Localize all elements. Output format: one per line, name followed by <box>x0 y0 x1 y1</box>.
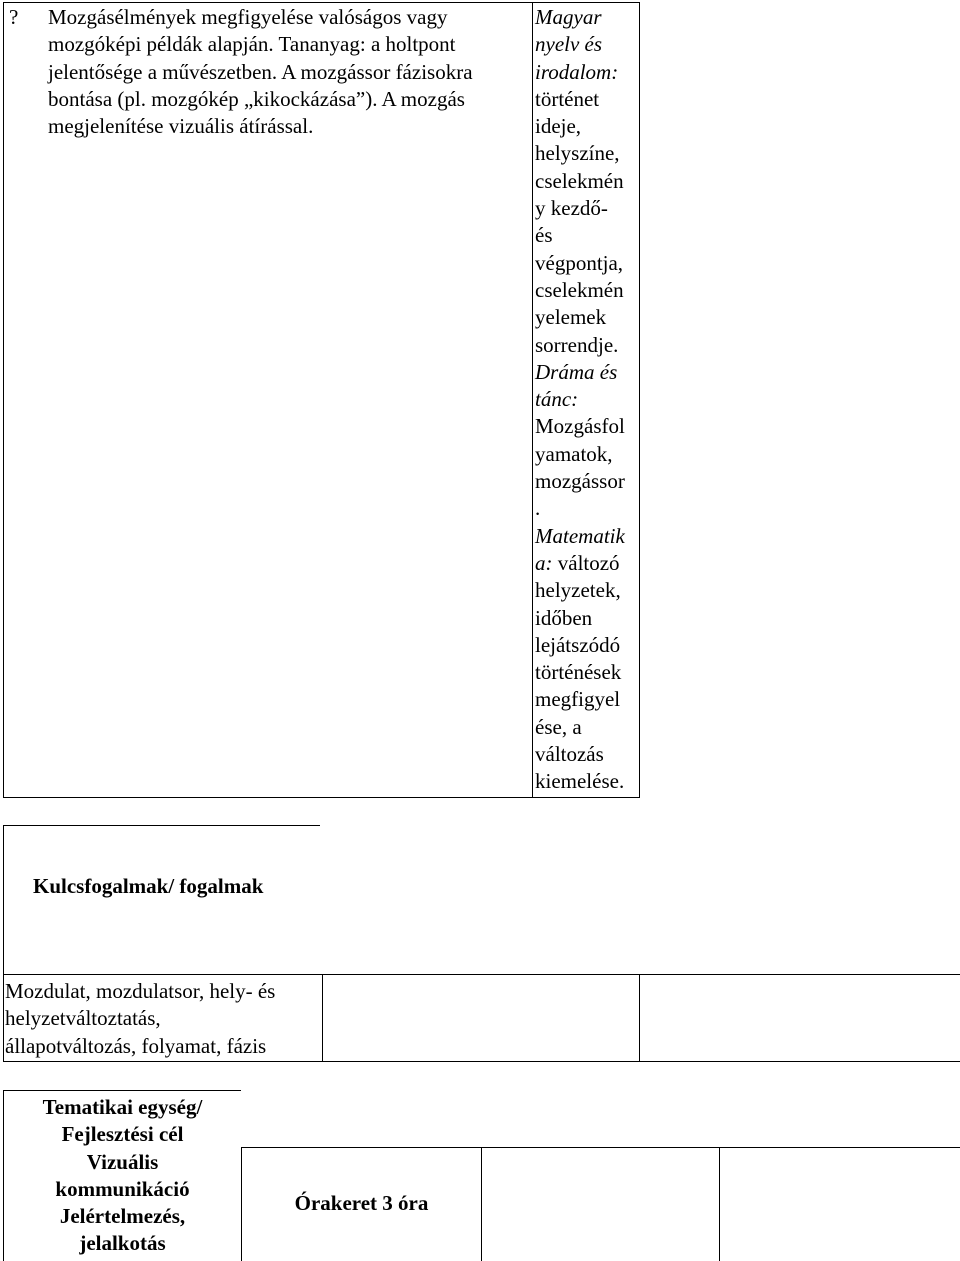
unit-title-line: Vizuális <box>86 1149 159 1174</box>
unit-title-line: Fejlesztési cél <box>61 1122 184 1147</box>
subject-label: a: <box>535 550 553 575</box>
unit-title-line: jelalkotás <box>79 1231 166 1256</box>
connection-text: cselekmén <box>535 277 624 302</box>
activity-line: mozgóképi példák alapján. Tananyag: a holtpont <box>48 32 456 57</box>
connection-text: yamatok, <box>535 441 613 466</box>
subject-label: tánc: <box>535 387 579 412</box>
connection-text: kiemelése. <box>535 769 625 794</box>
subject-label: Dráma és <box>535 359 618 384</box>
connection-text: történet <box>535 86 600 111</box>
table3-top-border <box>3 1090 241 1091</box>
table1-divider <box>532 2 533 798</box>
connection-text: mozgássor <box>535 469 625 494</box>
connection-text: változó <box>557 550 620 575</box>
unit-title-line: kommunikáció <box>55 1176 190 1201</box>
key-concepts-list <box>5 978 275 1060</box>
activity-line: jelentősége a művészetben. A mozgássor fázisokra <box>48 59 473 84</box>
unit-title-line: Tematikai egység/ <box>42 1095 203 1119</box>
connection-text: Mozgásfol <box>535 414 625 439</box>
connection-text: ése, a <box>535 714 582 739</box>
connection-text: cselekmén <box>535 168 624 193</box>
table1-right-border <box>639 2 640 798</box>
connection-text: helyzetek, <box>535 578 621 603</box>
connection-text: helyszíne, <box>535 141 620 166</box>
table2-mid-border <box>3 974 960 975</box>
connection-text: lejátszódó <box>535 632 621 657</box>
concept-line: állapotváltozás, folyamat, fázis <box>5 1033 267 1058</box>
connection-text: megfigyel <box>535 687 621 712</box>
concept-line: helyzetváltoztatás, <box>5 1006 161 1031</box>
connection-text: végpontja, <box>535 250 624 275</box>
table1-bottom-border <box>3 797 640 798</box>
table3-divider-3 <box>719 1147 720 1261</box>
subject-label-line <box>535 550 625 577</box>
subject-label: Matematik <box>535 523 625 548</box>
table2-left-border <box>3 825 4 1062</box>
table2-bottom-border <box>3 1061 960 1062</box>
key-concepts-heading: Kulcsfogalmak/ fogalmak <box>33 874 264 898</box>
connection-text: yelemek <box>535 305 607 330</box>
connection-text: változás <box>535 742 604 767</box>
connection-text: időben <box>535 605 593 630</box>
table2-divider-1 <box>322 974 323 1062</box>
activity-description <box>48 4 473 140</box>
subject-label: irodalom: <box>535 59 619 84</box>
table2-top-border <box>3 825 320 826</box>
connection-text: y kezdő- <box>535 196 608 221</box>
connection-text: és <box>535 223 553 248</box>
table3-divider-2 <box>481 1147 482 1261</box>
concept-line: Mozdulat, mozdulatsor, hely- és <box>5 979 276 1003</box>
activity-line: Mozgásélmények megfigyelése valóságos vagy <box>48 5 448 29</box>
activity-line: megjelenítése vizuális átírással. <box>48 114 314 139</box>
activity-line: bontása (pl. mozgókép „kikockázása”). A mozgás <box>48 86 465 111</box>
connection-text: . <box>535 496 541 521</box>
connections-cell <box>535 4 625 796</box>
subject-label: nyelv és <box>535 32 603 57</box>
connection-text: sorrendje. <box>535 332 619 357</box>
unit-title-line: Jelértelmezés, <box>59 1204 186 1229</box>
unit-title-cell <box>4 1094 241 1258</box>
table3-mid-border <box>241 1147 960 1148</box>
connection-text: történések <box>535 660 622 685</box>
connection-text: ideje, <box>535 114 582 139</box>
table1-top-border <box>3 2 640 3</box>
table2-divider-2 <box>639 974 640 1062</box>
bullet-marker: ? <box>9 5 19 29</box>
hours-label: Órakeret 3 óra <box>294 1191 429 1215</box>
subject-label: Magyar <box>535 5 602 29</box>
table1-left-border <box>3 2 4 798</box>
